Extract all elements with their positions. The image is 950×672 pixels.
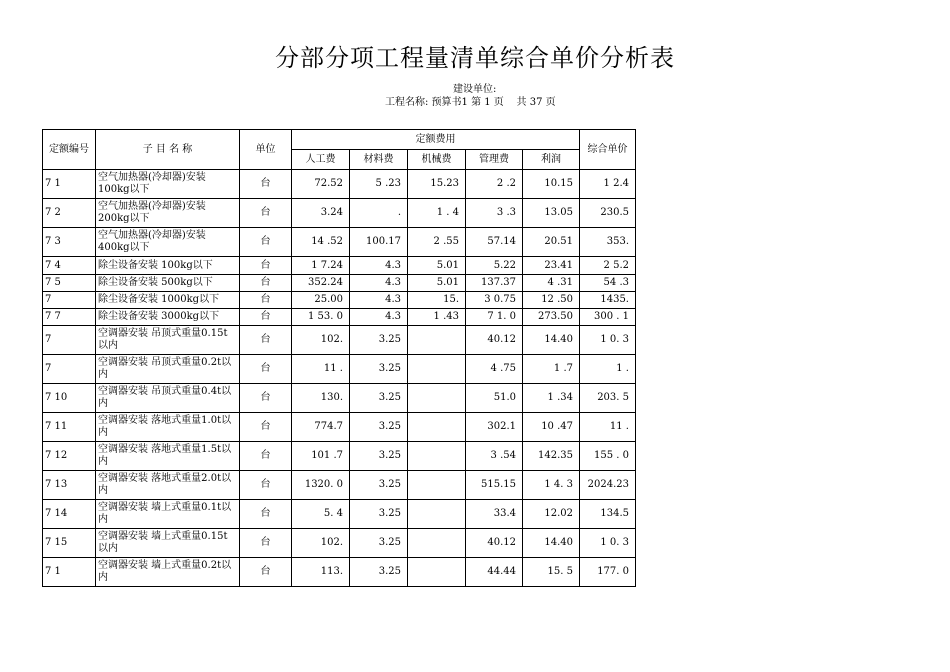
cell-labor: 1 7.24 xyxy=(292,257,350,275)
cell-unit: 台 xyxy=(240,384,292,413)
cell-material: 3.25 xyxy=(350,500,408,529)
cell-machine xyxy=(408,471,466,500)
cell-material: 4.3 xyxy=(350,275,408,292)
cell-labor: 1320. 0 xyxy=(292,471,350,500)
cell-name: 空调器安装 落地式重量1.0t以内 xyxy=(96,413,240,442)
cell-machine xyxy=(408,529,466,558)
cell-machine xyxy=(408,500,466,529)
cell-total: 1 2.4 xyxy=(580,170,636,199)
cell-total: 203. 5 xyxy=(580,384,636,413)
cell-total: 1 0. 3 xyxy=(580,326,636,355)
table-row xyxy=(43,170,636,199)
cell-management: 51.0 xyxy=(466,384,523,413)
cell-material: 3.25 xyxy=(350,413,408,442)
cell-total: 11 . xyxy=(580,413,636,442)
cell-code: 7 4 xyxy=(43,257,96,275)
page-title: 分部分项工程量清单综合单价分析表 xyxy=(275,44,675,72)
cell-total: 2024.23 xyxy=(580,471,636,500)
cell-management: 515.15 xyxy=(466,471,523,500)
cell-code: 7 10 xyxy=(43,384,96,413)
table-row xyxy=(43,500,636,529)
cell-unit: 台 xyxy=(240,228,292,257)
cell-management: 302.1 xyxy=(466,413,523,442)
cell-material: 5 .23 xyxy=(350,170,408,199)
cell-code: 7 xyxy=(43,355,96,384)
cell-material: 3.25 xyxy=(350,529,408,558)
table-row xyxy=(43,471,636,500)
cell-name: 空气加热器(冷却器)安装400kg以下 xyxy=(96,228,240,257)
cell-machine xyxy=(408,326,466,355)
cell-management: 3 0.75 xyxy=(466,292,523,309)
cell-name: 除尘设备安装 100kg以下 xyxy=(96,257,240,275)
cell-management: 57.14 xyxy=(466,228,523,257)
cell-management: 4 .75 xyxy=(466,355,523,384)
cell-material: 4.3 xyxy=(350,292,408,309)
cell-unit: 台 xyxy=(240,500,292,529)
cell-code: 7 5 xyxy=(43,275,96,292)
cell-profit: 4 .31 xyxy=(523,275,580,292)
cell-code: 7 1 xyxy=(43,170,96,199)
cell-name: 空调器安装 吊顶式重量0.15t以内 xyxy=(96,326,240,355)
cell-unit: 台 xyxy=(240,170,292,199)
cell-labor: 130. xyxy=(292,384,350,413)
cell-name: 空调器安装 落地式重量2.0t以内 xyxy=(96,471,240,500)
cell-total: 177. 0 xyxy=(580,558,636,587)
table-row xyxy=(43,384,636,413)
header-name: 子 目 名 称 xyxy=(96,130,240,170)
cell-management: 40.12 xyxy=(466,529,523,558)
cell-profit: 14.40 xyxy=(523,326,580,355)
cell-profit: 1 4. 3 xyxy=(523,471,580,500)
table-row xyxy=(43,442,636,471)
cell-name: 除尘设备安装 500kg以下 xyxy=(96,275,240,292)
cell-material: 3.25 xyxy=(350,442,408,471)
cell-name: 空调器安装 墙上式重量0.15t以内 xyxy=(96,529,240,558)
cell-machine xyxy=(408,384,466,413)
cell-management: 3 .3 xyxy=(466,199,523,228)
cell-management: 5.22 xyxy=(466,257,523,275)
cell-name: 空气加热器(冷却器)安装100kg以下 xyxy=(96,170,240,199)
cell-name: 空调器安装 吊顶式重量0.4t以内 xyxy=(96,384,240,413)
cell-material: 3.25 xyxy=(350,471,408,500)
cell-total: 134.5 xyxy=(580,500,636,529)
cell-code: 7 15 xyxy=(43,529,96,558)
cell-material: 3.25 xyxy=(350,384,408,413)
cell-machine: 1 .43 xyxy=(408,309,466,326)
cell-material: 3.25 xyxy=(350,326,408,355)
cell-code: 7 2 xyxy=(43,199,96,228)
cell-unit: 台 xyxy=(240,471,292,500)
cell-unit: 台 xyxy=(240,292,292,309)
cell-unit: 台 xyxy=(240,199,292,228)
table-row xyxy=(43,199,636,228)
cell-labor: 14 .52 xyxy=(292,228,350,257)
cell-total: 353. xyxy=(580,228,636,257)
project-page-line: 工程名称: 预算书1 第 1 页 共 37 页 xyxy=(385,97,556,108)
cell-material: 4.3 xyxy=(350,309,408,326)
table-row xyxy=(43,292,636,309)
cell-machine xyxy=(408,413,466,442)
table-row xyxy=(43,228,636,257)
cell-unit: 台 xyxy=(240,529,292,558)
cell-machine: 5.01 xyxy=(408,275,466,292)
cell-machine: 15. xyxy=(408,292,466,309)
cell-labor: 102. xyxy=(292,326,350,355)
cell-unit: 台 xyxy=(240,413,292,442)
header-material: 材料费 xyxy=(350,150,408,170)
cell-code: 7 xyxy=(43,326,96,355)
cell-labor: 102. xyxy=(292,529,350,558)
cell-unit: 台 xyxy=(240,309,292,326)
cell-labor: 25.00 xyxy=(292,292,350,309)
cell-profit: 14.40 xyxy=(523,529,580,558)
table-row xyxy=(43,326,636,355)
cell-code: 7 7 xyxy=(43,309,96,326)
cell-profit: 1 .34 xyxy=(523,384,580,413)
cell-code: 7 14 xyxy=(43,500,96,529)
cell-unit: 台 xyxy=(240,257,292,275)
cell-profit: 15. 5 xyxy=(523,558,580,587)
cell-name: 空调器安装 吊顶式重量0.2t以内 xyxy=(96,355,240,384)
cell-labor: 11 . xyxy=(292,355,350,384)
cell-name: 空调器安装 墙上式重量0.2t以内 xyxy=(96,558,240,587)
table-row xyxy=(43,309,636,326)
cell-machine: 2 .55 xyxy=(408,228,466,257)
cell-code: 7 11 xyxy=(43,413,96,442)
table-row xyxy=(43,355,636,384)
cell-code: 7 13 xyxy=(43,471,96,500)
cell-name: 空气加热器(冷却器)安装200kg以下 xyxy=(96,199,240,228)
cell-name: 除尘设备安装 1000kg以下 xyxy=(96,292,240,309)
cell-code: 7 xyxy=(43,292,96,309)
cell-profit: 23.41 xyxy=(523,257,580,275)
cell-profit: 13.05 xyxy=(523,199,580,228)
cell-labor: 101 .7 xyxy=(292,442,350,471)
cell-profit: 1 .7 xyxy=(523,355,580,384)
cell-unit: 台 xyxy=(240,355,292,384)
cell-machine xyxy=(408,558,466,587)
cell-code: 7 1 xyxy=(43,558,96,587)
cell-profit: 10.15 xyxy=(523,170,580,199)
header-code: 定额编号 xyxy=(43,130,96,170)
cell-machine xyxy=(408,442,466,471)
cell-total: 300 . 1 xyxy=(580,309,636,326)
cell-management: 33.4 xyxy=(466,500,523,529)
cell-code: 7 3 xyxy=(43,228,96,257)
cell-name: 空调器安装 落地式重量1.5t以内 xyxy=(96,442,240,471)
header-machine: 机械费 xyxy=(408,150,466,170)
cell-material: 4.3 xyxy=(350,257,408,275)
cell-management: 40.12 xyxy=(466,326,523,355)
cell-name: 空调器安装 墙上式重量0.1t以内 xyxy=(96,500,240,529)
cell-unit: 台 xyxy=(240,275,292,292)
cell-labor: 72.52 xyxy=(292,170,350,199)
cell-labor: 113. xyxy=(292,558,350,587)
table-row xyxy=(43,413,636,442)
cell-profit: 273.50 xyxy=(523,309,580,326)
construction-unit-label: 建设单位: xyxy=(453,84,497,95)
cell-labor: 3.24 xyxy=(292,199,350,228)
cell-machine: 5.01 xyxy=(408,257,466,275)
cell-unit: 台 xyxy=(240,442,292,471)
cell-machine xyxy=(408,355,466,384)
cell-material: 3.25 xyxy=(350,355,408,384)
header-labor: 人工费 xyxy=(292,150,350,170)
cell-total: 2 5.2 xyxy=(580,257,636,275)
header-profit: 利润 xyxy=(523,150,580,170)
cell-labor: 352.24 xyxy=(292,275,350,292)
table-row xyxy=(43,257,636,275)
table-row xyxy=(43,275,636,292)
cell-total: 54 .3 xyxy=(580,275,636,292)
cell-code: 7 12 xyxy=(43,442,96,471)
price-analysis-table xyxy=(42,129,636,587)
cell-total: 155 . 0 xyxy=(580,442,636,471)
cell-management: 3 .54 xyxy=(466,442,523,471)
cell-profit: 12 .50 xyxy=(523,292,580,309)
cell-total: 230.5 xyxy=(580,199,636,228)
cell-unit: 台 xyxy=(240,558,292,587)
cell-management: 2 .2 xyxy=(466,170,523,199)
cell-profit: 12.02 xyxy=(523,500,580,529)
cell-management: 137.37 xyxy=(466,275,523,292)
cell-profit: 10 .47 xyxy=(523,413,580,442)
table-row xyxy=(43,558,636,587)
header-total: 综合单价 xyxy=(580,130,636,170)
cell-management: 44.44 xyxy=(466,558,523,587)
cell-material: 100.17 xyxy=(350,228,408,257)
cell-total: 1 0. 3 xyxy=(580,529,636,558)
header-management: 管理费 xyxy=(466,150,523,170)
cell-machine: 1 . 4 xyxy=(408,199,466,228)
cell-profit: 20.51 xyxy=(523,228,580,257)
cell-labor: 1 53. 0 xyxy=(292,309,350,326)
cell-labor: 774.7 xyxy=(292,413,350,442)
cell-management: 7 1. 0 xyxy=(466,309,523,326)
cell-unit: 台 xyxy=(240,326,292,355)
cell-total: 1 . xyxy=(580,355,636,384)
cell-total: 1435. xyxy=(580,292,636,309)
cell-material: 3.25 xyxy=(350,558,408,587)
cell-material: . xyxy=(350,199,408,228)
cell-profit: 142.35 xyxy=(523,442,580,471)
header-unit: 单位 xyxy=(240,130,292,170)
cell-name: 除尘设备安装 3000kg以下 xyxy=(96,309,240,326)
cell-machine: 15.23 xyxy=(408,170,466,199)
cell-labor: 5. 4 xyxy=(292,500,350,529)
header-fees-group: 定额费用 xyxy=(292,130,580,150)
table-row xyxy=(43,529,636,558)
